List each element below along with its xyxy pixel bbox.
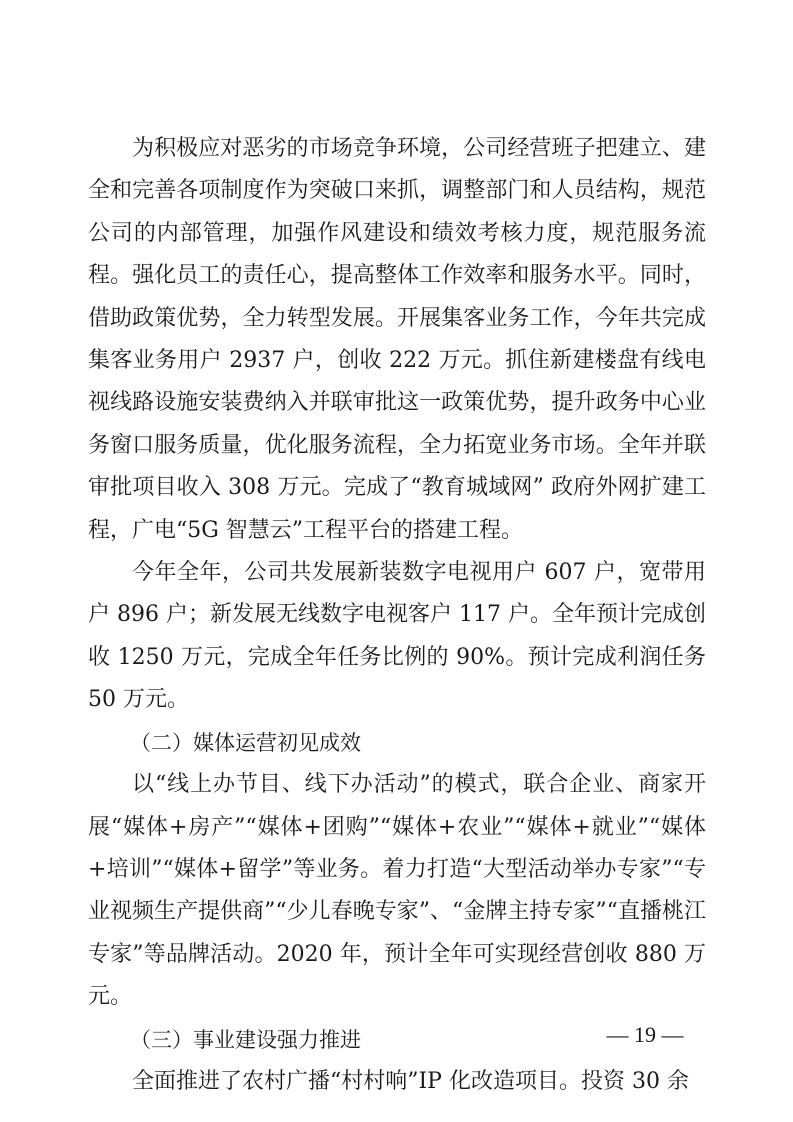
paragraph-annual-results: 今年全年，公司共发展新装数字电视用户 607 户，宽带用户 896 户；新发展无线数字电视客户 117 户。全年预计完成创收 1250 万元，完成全年任务比例的 90%。预计完成利润任务 50 万元。: [88, 560, 706, 713]
section-heading-construction: （三）事业建设强力推进: [130, 1027, 361, 1052]
section-heading-media: （二）媒体运营初见成效: [130, 730, 361, 755]
paragraph-business-development: 为积极应对恶劣的市场竞争环境，公司经营班子把建立、建全和完善各项制度作为突破口来抓，调整部门和人员结构，规范公司的内部管理，加强作风建设和绩效考核力度，规范服务流程。强化员工的责任心，提高整体工作效率和服务水平。同时，借助政策优势，全力转型发展。开展集客业务工作，今年共完成集客业务用户 2937 户，创收 222 万元。抓住新建楼盘有线电视线路设施安装费纳入并联审批这一政策优势，提升政务中心业务窗口服务质量，优化服务流程，全力拓宽业务市场。全年并联审批项目收入 308 万元。完成了“教育城域网” 政府外网扩建工程，广电“5G 智慧云”工程平台的搭建工程。: [88, 136, 706, 543]
paragraph-rural-broadcast: 全面推进了农村广播“村村响”IP 化改造项目。投资 30 余: [132, 1068, 689, 1094]
paragraph-media-operations: 以“线上办节目、线下办活动”的模式，联合企业、商家开展“媒体+房产”“媒体+团购”“媒体+农业”“媒体+就业”“媒体+培训”“媒体+留学”等业务。着力打造“大型活动举办专家”“专业视频生产提供商”“少儿春晚专家”、“金牌主持专家”“直播桃江专家”等品牌活动。2020 年，预计全年可实现经营创收 880 万元。: [88, 772, 706, 1010]
document-body: [88, 128, 706, 1103]
page-number: — 19 —: [606, 1022, 684, 1047]
